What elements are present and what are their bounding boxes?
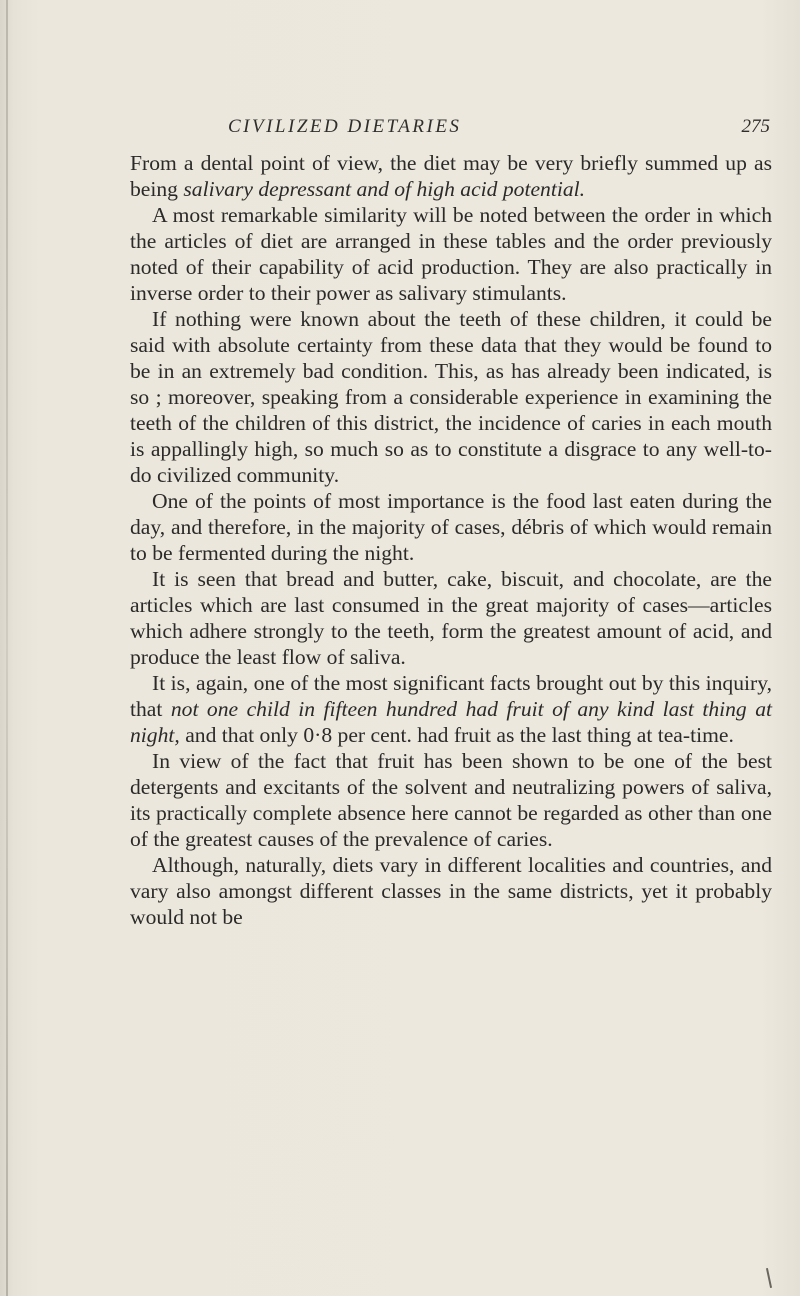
paragraph <box>130 852 772 930</box>
paragraph <box>130 488 772 566</box>
paragraph <box>130 748 772 852</box>
paragraph <box>130 566 772 670</box>
page-gutter-shadow <box>6 0 8 1296</box>
margin-mark <box>766 1268 772 1288</box>
running-title: CIVILIZED DIETARIES <box>228 116 462 137</box>
paragraph <box>130 150 772 202</box>
text-run: It is seen that bread and butter, cake, biscuit, and chocolate, are the articles which are last consumed in the great majority of cases—articles which adhere strongly to the teeth, form the greatest amount of acid, and produce the least flow of saliva. <box>130 567 772 669</box>
italic-text: not one child in fifteen hundred had fruit of any kind last thing at night, <box>130 697 773 747</box>
text-run: In view of the fact that fruit has been shown to be one of the best detergents and excitants of the solvent and neutralizing powers of saliva, its practically complete absence here cannot be regarded as other than one of the greatest causes of the prevalence of caries. <box>130 749 772 851</box>
text-run: From a dental point of view, the diet may be very briefly summed up as being <box>130 151 772 201</box>
text-run: It is, again, one of the most significant facts brought out by this inquiry, that <box>130 671 772 721</box>
paragraph <box>130 670 772 748</box>
italic-text: salivary depressant and of high acid potential. <box>183 177 586 201</box>
body-text <box>130 150 772 930</box>
paragraph <box>130 202 772 306</box>
page-number: 275 <box>741 116 770 137</box>
text-run: and that only 0·8 per cent. had fruit as the last thing at tea-time. <box>179 723 734 747</box>
text-run: Although, naturally, diets vary in different localities and countries, and vary also amongst different classes in the same districts, yet it probably would not be <box>130 853 772 929</box>
paragraph <box>130 306 772 488</box>
text-run: If nothing were known about the teeth of these children, it could be said with absolute certainty from these data that they would be found to be in an extremely bad condition. This, as has already been indicated, is so ; moreover, speaking from a considerable experience in examining the teeth of the children of this district, the incidence of caries in each mouth is appallingly high, so much so as to constitute a disgrace to any well-to-do civilized community. <box>130 307 772 487</box>
page-header <box>130 116 770 146</box>
text-run: One of the points of most importance is the food last eaten during the day, and therefore, in the majority of cases, débris of which would remain to be fermented during the night. <box>130 489 772 565</box>
text-run: A most remarkable similarity will be noted between the order in which the articles of diet are arranged in these tables and the order previously noted of their capability of acid production. They are also practically in inverse order to their power as salivary stimulants. <box>130 203 772 305</box>
